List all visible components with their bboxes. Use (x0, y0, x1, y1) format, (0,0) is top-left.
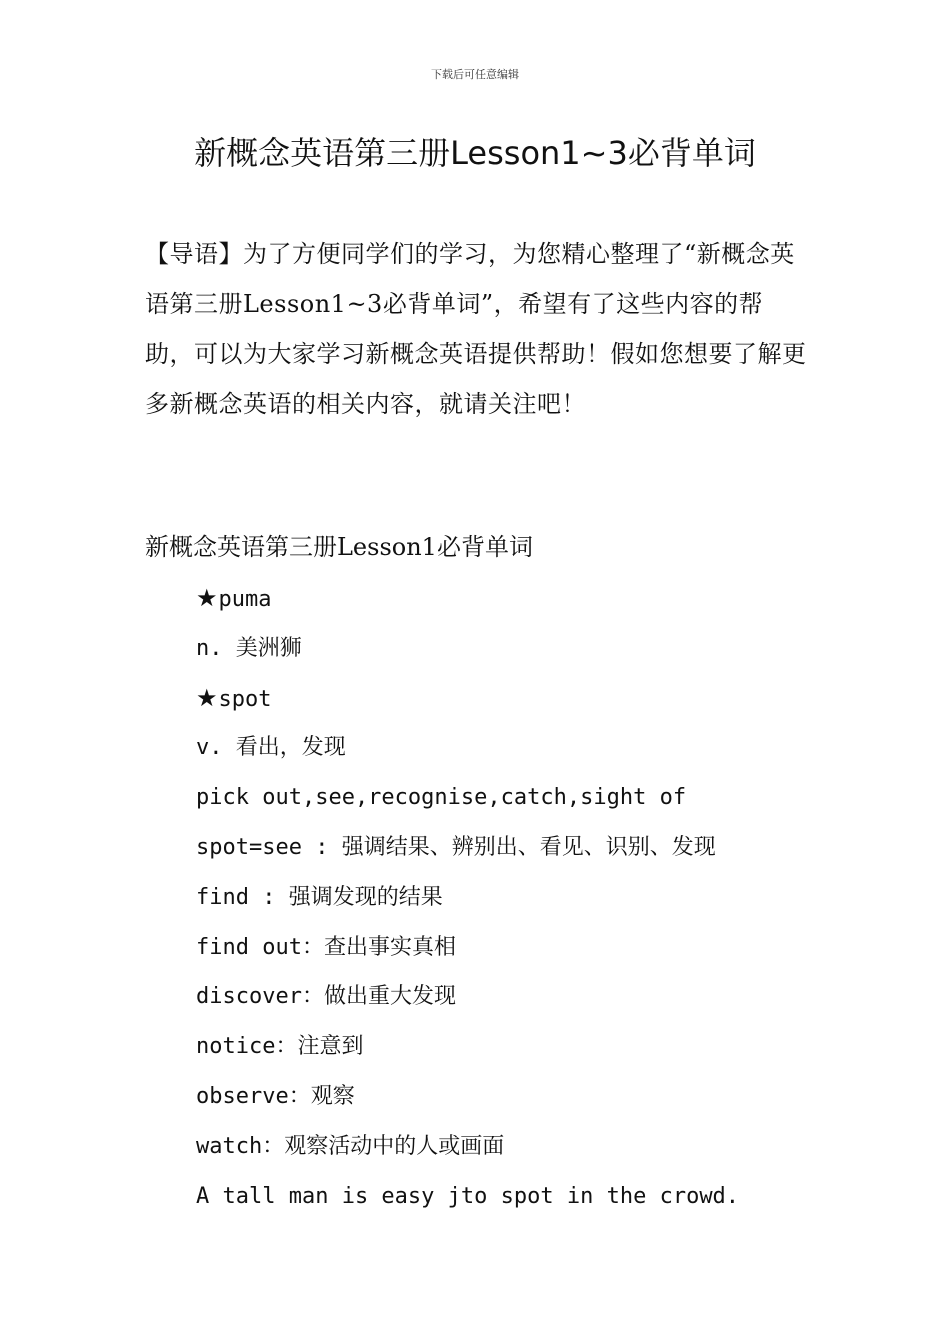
star-icon: ★ (196, 584, 218, 612)
usage-note: observe：观察 (196, 1083, 355, 1109)
usage-note: watch：观察活动中的人或画面 (196, 1133, 505, 1159)
usage-note: find : 强调发现的结果 (196, 884, 443, 910)
vocab-line (196, 779, 816, 829)
vocab-line (196, 978, 816, 1028)
vocab-line (196, 680, 816, 730)
usage-note: find out：查出事实真相 (196, 934, 456, 960)
usage-note: discover：做出重大发现 (196, 984, 456, 1010)
usage-note: notice：注意到 (196, 1034, 364, 1060)
section-heading: 新概念英语第三册Lesson1必背单词 (145, 533, 533, 561)
vocab-line (196, 1028, 816, 1078)
header-note: 下载后可任意编辑 (431, 68, 519, 81)
vocab-line (196, 630, 816, 680)
vocab-line (196, 1078, 816, 1128)
vocab-line (196, 1178, 816, 1228)
vocab-line (196, 879, 816, 929)
document-title: 新概念英语第三册Lesson1~3必背单词 (194, 134, 756, 172)
example-sentence: A tall man is easy jto spot in the crowd. (196, 1183, 740, 1209)
vocab-definition: n. 美洲狮 (196, 635, 302, 661)
synonym-list: pick out,see,recognise,catch,sight of (196, 785, 687, 811)
vocab-definition: v. 看出，发现 (196, 735, 346, 761)
star-icon: ★ (196, 683, 218, 712)
vocab-word: spot (218, 686, 272, 712)
vocab-list (196, 580, 816, 1227)
vocab-line (196, 580, 816, 630)
vocab-word: puma (218, 587, 272, 612)
vocab-line (196, 729, 816, 779)
intro-paragraph: 【导语】为了方便同学们的学习，为您精心整理了“新概念英语第三册Lesson1~3必背单词”，希望有了这些内容的帮助，可以为大家学习新概念英语提供帮助！假如您想要了解更多新概念英语的相关内容，就请关注吧！ (145, 240, 807, 418)
vocab-line (196, 829, 816, 879)
vocab-line (196, 1128, 816, 1178)
usage-note: spot=see : 强调结果、辨别出、看见、识别、发现 (196, 834, 716, 860)
vocab-line (196, 929, 816, 979)
